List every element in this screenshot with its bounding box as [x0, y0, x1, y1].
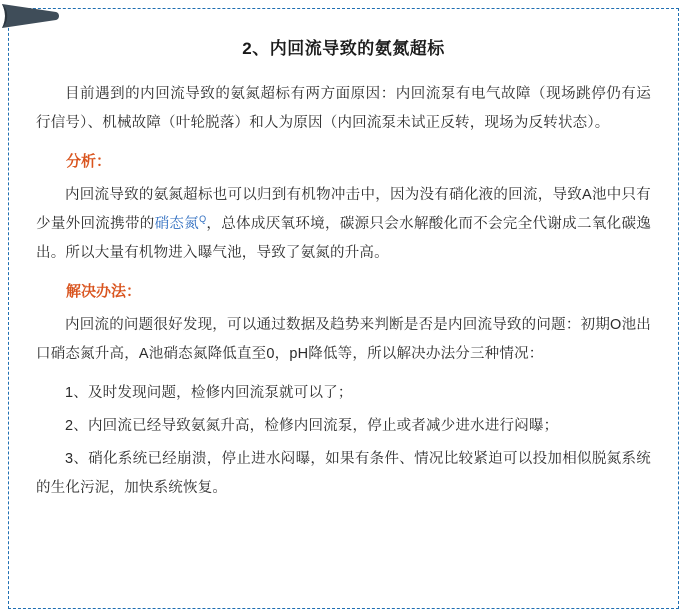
list-item: 3、硝化系统已经崩溃，停止进水闷曝，如果有条件、情况比较紧迫可以投加相似脱氮系统的生化污泥，加快系统恢复。 [36, 450, 651, 496]
list-item: 1、及时发现问题，检修内回流泵就可以了； [65, 384, 353, 401]
document-content [8, 8, 679, 609]
list-item: 2、内回流已经导致氨氮升高，检修内回流泵，停止或者减少进水进行闷曝； [65, 417, 559, 434]
term-link-nitrate-nitrogen[interactable]: 硝态氮 [154, 215, 200, 232]
page-title: 2、内回流导致的氨氮超标 [242, 39, 445, 58]
analysis-text-prefix: 内回流导致的氨氮超标也可以归到有机物冲击中，因为没有硝化液的回流，导致A池中只有少量外回流携带的 [36, 186, 651, 232]
section-heading-solution: 解决办法： [66, 282, 142, 300]
section-heading-analysis: 分析： [66, 152, 112, 170]
analysis-paragraph [36, 181, 651, 268]
intro-paragraph: 目前遇到的内回流导致的氨氮超标有两方面原因：内回流泵有电气故障（现场跳停仍有运行信号）、机械故障（叶轮脱落）和人为原因（内回流泵未试正反转，现场为反转状态）。 [36, 85, 651, 131]
analysis-text-suffix: ，总体成厌氧环境，碳源只会水解酸化而不会完全代谢成二氧化碳逸出。所以大量有机物进入曝气池，导致了氨氮的升高。 [36, 215, 651, 261]
solution-paragraph: 内回流的问题很好发现，可以通过数据及趋势来判断是否是内回流导致的问题：初期O池出口硝态氮升高，A池硝态氮降低直至0，pH降低等，所以解决办法分三种情况： [36, 316, 651, 362]
term-link-marker: Q [199, 213, 207, 224]
